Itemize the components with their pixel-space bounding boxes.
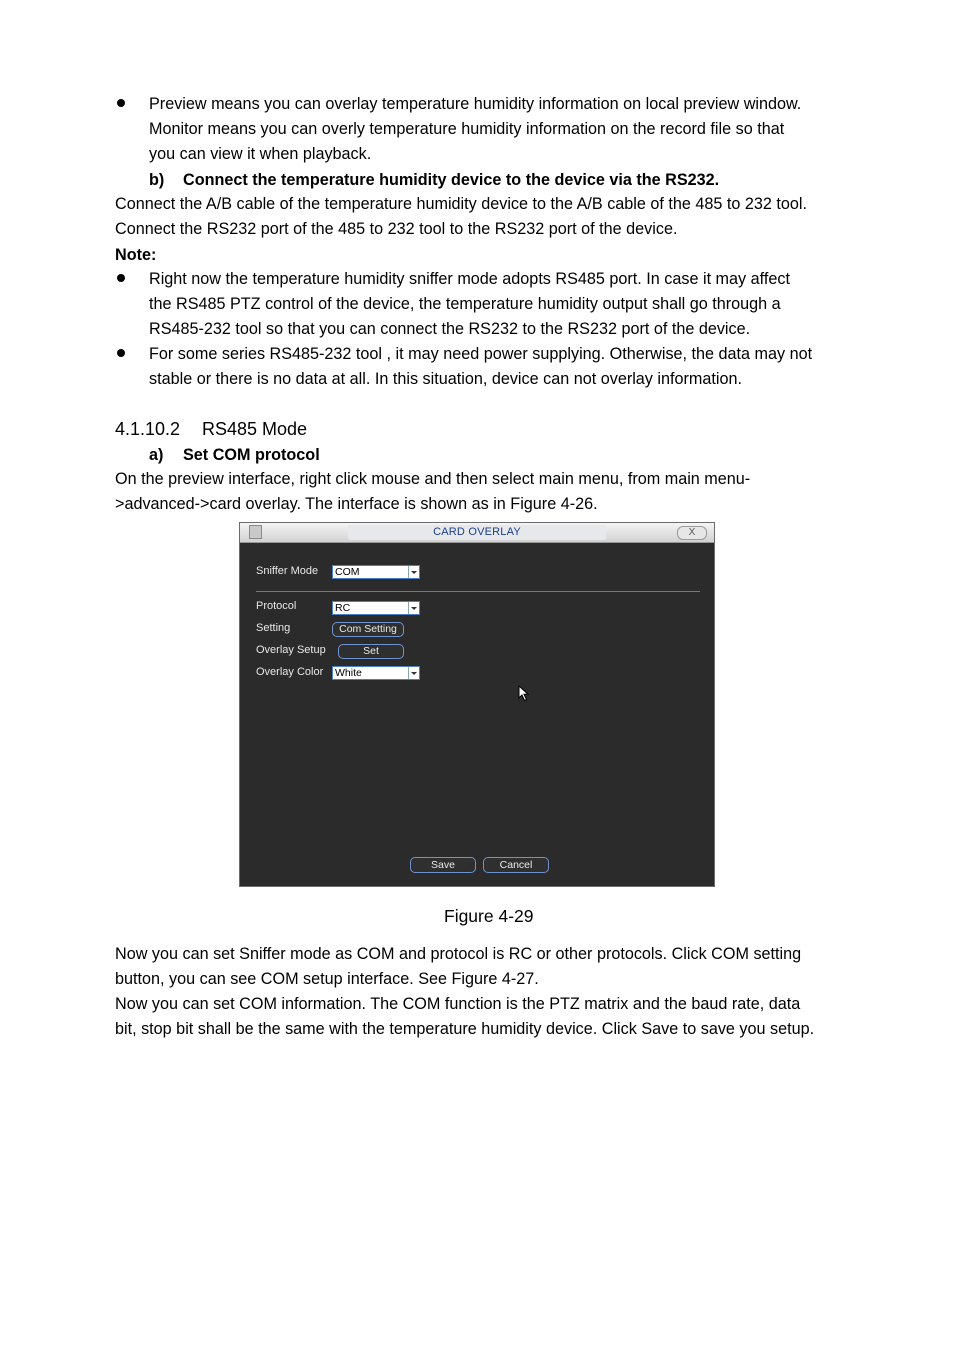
setting-label: Setting xyxy=(256,622,291,634)
sniffer-mode-value: COM xyxy=(335,566,360,578)
overlay-set-button[interactable]: Set xyxy=(338,644,404,659)
bullet-dot xyxy=(117,349,125,357)
body-text: Right now the temperature humidity sniffer mode adopts RS485 port. In case it may affect xyxy=(149,270,790,288)
overlay-color-value: White xyxy=(335,667,362,679)
chevron-down-icon xyxy=(408,566,419,578)
body-text: RS485-232 tool so that you can connect the RS232 to the RS232 port of the device. xyxy=(149,320,751,338)
body-text: Preview means you can overlay temperature humidity information on local preview window. xyxy=(149,95,802,113)
body-text: >advanced->card overlay. The interface is shown as in Figure 4-26. xyxy=(115,495,598,513)
figure-caption: Figure 4-29 xyxy=(444,906,534,926)
section-number: 4.1.10.2 xyxy=(115,419,181,439)
protocol-value: RC xyxy=(335,602,351,614)
body-text: you can view it when playback. xyxy=(149,145,372,163)
section-title: RS485 Mode xyxy=(202,419,308,439)
divider xyxy=(256,591,700,592)
overlay-setup-label: Overlay Setup xyxy=(256,644,326,656)
chevron-down-icon xyxy=(408,667,419,679)
sniffer-mode-label: Sniffer Mode xyxy=(256,565,319,577)
body-text: Connect the A/B cable of the temperature humidity device to the A/B cable of the 485 to 232 tool. xyxy=(115,195,808,213)
chevron-down-icon xyxy=(408,602,419,614)
body-text: Connect the RS232 port of the 485 to 232 tool to the RS232 port of the device. xyxy=(115,220,678,238)
step-marker: a) xyxy=(149,446,164,464)
close-icon[interactable]: X xyxy=(677,526,707,540)
bullet-dot xyxy=(117,99,125,107)
body-text: the RS485 PTZ control of the device, the temperature humidity output shall go through a xyxy=(149,295,781,313)
body-text: bit, stop bit shall be the same with the temperature humidity device. Click Save to save you setup. xyxy=(115,1020,815,1038)
card-overlay-dialog xyxy=(239,522,715,887)
body-text: Now you can set Sniffer mode as COM and protocol is RC or other protocols. Click COM setting xyxy=(115,945,802,963)
step-heading: Set COM protocol xyxy=(183,446,320,464)
body-text: stable or there is no data at all. In this situation, device can not overlay information. xyxy=(149,370,742,388)
com-setting-button[interactable]: Com Setting xyxy=(332,622,404,637)
body-text: On the preview interface, right click mouse and then select main menu, from main menu- xyxy=(115,470,751,488)
overlay-color-label: Overlay Color xyxy=(256,666,324,678)
protocol-select[interactable] xyxy=(332,601,420,615)
protocol-label: Protocol xyxy=(256,600,297,612)
mouse-pointer-icon xyxy=(518,685,530,702)
body-text: Monitor means you can overly temperature humidity information on the record file so that xyxy=(149,120,785,138)
save-button[interactable]: Save xyxy=(410,857,476,873)
dialog-title-bar xyxy=(240,523,714,543)
dialog-title: CARD OVERLAY xyxy=(433,526,521,538)
sniffer-mode-select[interactable] xyxy=(332,565,420,579)
step-marker: b) xyxy=(149,171,165,189)
bullet-dot xyxy=(117,274,125,282)
step-heading: Connect the temperature humidity device to the device via the RS232. xyxy=(183,171,720,189)
cancel-button[interactable]: Cancel xyxy=(483,857,549,873)
body-text: Now you can set COM information. The COM function is the PTZ matrix and the baud rate, data xyxy=(115,995,801,1013)
overlay-color-select[interactable] xyxy=(332,666,420,680)
body-text: For some series RS485-232 tool , it may need power supplying. Otherwise, the data may not xyxy=(149,345,813,363)
body-text: button, you can see COM setup interface. See Figure 4-27. xyxy=(115,970,539,988)
note-label: Note: xyxy=(115,246,157,264)
